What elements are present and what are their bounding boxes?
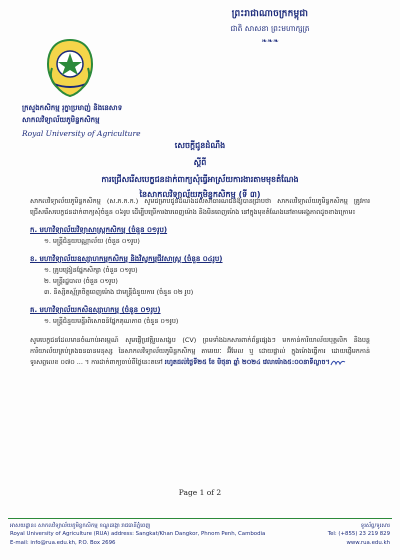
section-a (30, 225, 370, 247)
footer-email: E-mail: info@rua.edu.kh, P.O. Box 2696 (10, 540, 116, 546)
announcement-label: សេចក្តីជូនដំណឹង (174, 141, 226, 150)
footer-divider (8, 518, 392, 519)
kingdom-header (170, 8, 370, 45)
list-item: ១. មន្ត្រីជំនួយមន្ទីរពិសោធន៍ផ្នែកគុណភាព (ចំនួន ០១រូប) (44, 317, 179, 325)
ministry-block (22, 104, 192, 138)
university-name-en: Royal University of Agriculture (22, 129, 141, 138)
university-logo-icon (44, 38, 96, 98)
list-item: ១. គ្រូបង្រៀនផ្នែកសិក្សា (ចំនួន ០១រូប) (44, 266, 138, 274)
about-label: ស្តីពី (193, 158, 207, 167)
subject-line: ការជ្រើសរើសបេក្ខជនដាក់ពាក្យសុំធ្វើអាស្រ័យការងារតាមមុខតំណែង (101, 175, 299, 184)
section-heading: ខ. មហាវិទ្យាល័យឧស្សាហកម្មកសិកម្ម និងវិស្វកម្មជីវសាស្ត្រ (ចំនួន ០៤រូប) (30, 255, 223, 263)
footer-phone-km: ទូរស័ព្ទ/ទូរសារ (360, 523, 390, 529)
closing-text: សូមបេក្ខជនដែលមានចំណាប់អារម្មណ៍ សូមផ្ញើប្រវត្តិរូបសង្ខេប (CV) ព្រមទាំងឯកសារពាក់ព័ន្ធផ្សេងៗ មកកាន់ការិយាល័យបុគ្គលិក និងបន្តការិយាល័យគ្រប់គ្រងធនធានមនុស្ស នៃសាកលវិទ្យាល័យភូមិន្ទកសិកម្ម តាមរយៈ អ៊ីមែល ឬ ដោយផ្ទាល់ ក្នុងម៉ោងធ្វើការ ដោយផ្ញើមកកាន់ទូរសព្ទលេខ ០៧០ ... ។ ការដាក់ពាក្យចាប់ពីថ្ងៃនេះតទៅ (30, 336, 370, 366)
list-item: ១. មន្ត្រីជំនួយបណ្ណាល័យ (ចំនួន ០១រូប) (44, 237, 140, 245)
page-number: Page 1 of 2 (178, 488, 222, 497)
ministry-name: ក្រសួងកសិកម្ម រុក្ខាប្រមាញ់ និងនេសាទ (22, 104, 123, 112)
closing-paragraph (30, 335, 370, 368)
initial-signature-icon (330, 357, 346, 367)
footer (0, 518, 400, 560)
header-ornament: ❧❧❧ (261, 37, 279, 45)
list-item: ២. មន្ត្រីរដ្ឋបាល (ចំនួន ០១រូប) (44, 277, 118, 285)
university-name-km: សាកលវិទ្យាល័យភូមិន្ទកសិកម្ម (22, 116, 100, 124)
announcement-title (30, 140, 370, 201)
footer-web: www.rua.edu.kh (346, 540, 390, 546)
footer-address-km: អាសយដ្ឋាន៖ សាកលវិទ្យាល័យភូមិន្ទកសិកម្ម ខណ្ឌដង្កោ រាជធានីភ្នំពេញ (10, 523, 151, 529)
deadline-text: រហូតដល់ថ្ងៃទី២៥ ខែ មិថុនា ឆ្នាំ ២០២៤ វេលាម៉ោង៥:០០នាទីល្ងាច។ (164, 358, 330, 366)
section-c (30, 305, 370, 327)
subject-line-2: នៃសាកលវិទ្យាល័យភូមិន្ទកសិកម្ម (ទី ៣) (139, 190, 261, 199)
kingdom-motto: ជាតិ សាសនា ព្រះមហាក្សត្រ (230, 24, 310, 33)
intro-paragraph: សាកលវិទ្យាល័យភូមិន្ទកសិកម្ម (ស.ភ.ក.ក.) សូមជម្រាបជូនដំណឹងដល់សាធារណជនឱ្យបានជ្រាបថា សាកលវិទ្យាល័យភូមិន្ទកសិកម្ម ត្រូវការជ្រើសរើសបេក្ខជនដាក់ពាក្យសុំចំនួន ០៦រូប ដើម្បីបម្រើការងារពេញម៉ោង និងមិនពេញម៉ោង នៅក្នុងមុខតំណែងនៅតាមអង្គភាពដូចខាងក្រោម៖ (30, 197, 370, 216)
list-item: ៣. និស្សិតស្ម័គ្រចិត្តពេញម៉ោង ជាមន្ត្រីជំនួយការ (ចំនួន ០២ រូប) (44, 288, 194, 296)
section-b (30, 254, 370, 298)
section-heading: គ. មហាវិទ្យាល័យកសិឧស្សាហកម្ម (ចំនួន ០១រូប) (30, 306, 161, 314)
footer-address-en: Royal University of Agriculture (RUA) address: Sangkat/Khan Dangkor, Phnom Penh, Cambodia (10, 531, 266, 537)
section-heading: ក. មហាវិទ្យាល័យវិទ្យាសាស្ត្រកសិកម្ម (ចំនួន ០១រូប) (30, 226, 168, 234)
kingdom-title: ព្រះរាជាណាចក្រកម្ពុជា (231, 9, 309, 19)
footer-phone: Tel: (+855) 23 219 829 (327, 531, 390, 537)
document-body (30, 196, 370, 368)
